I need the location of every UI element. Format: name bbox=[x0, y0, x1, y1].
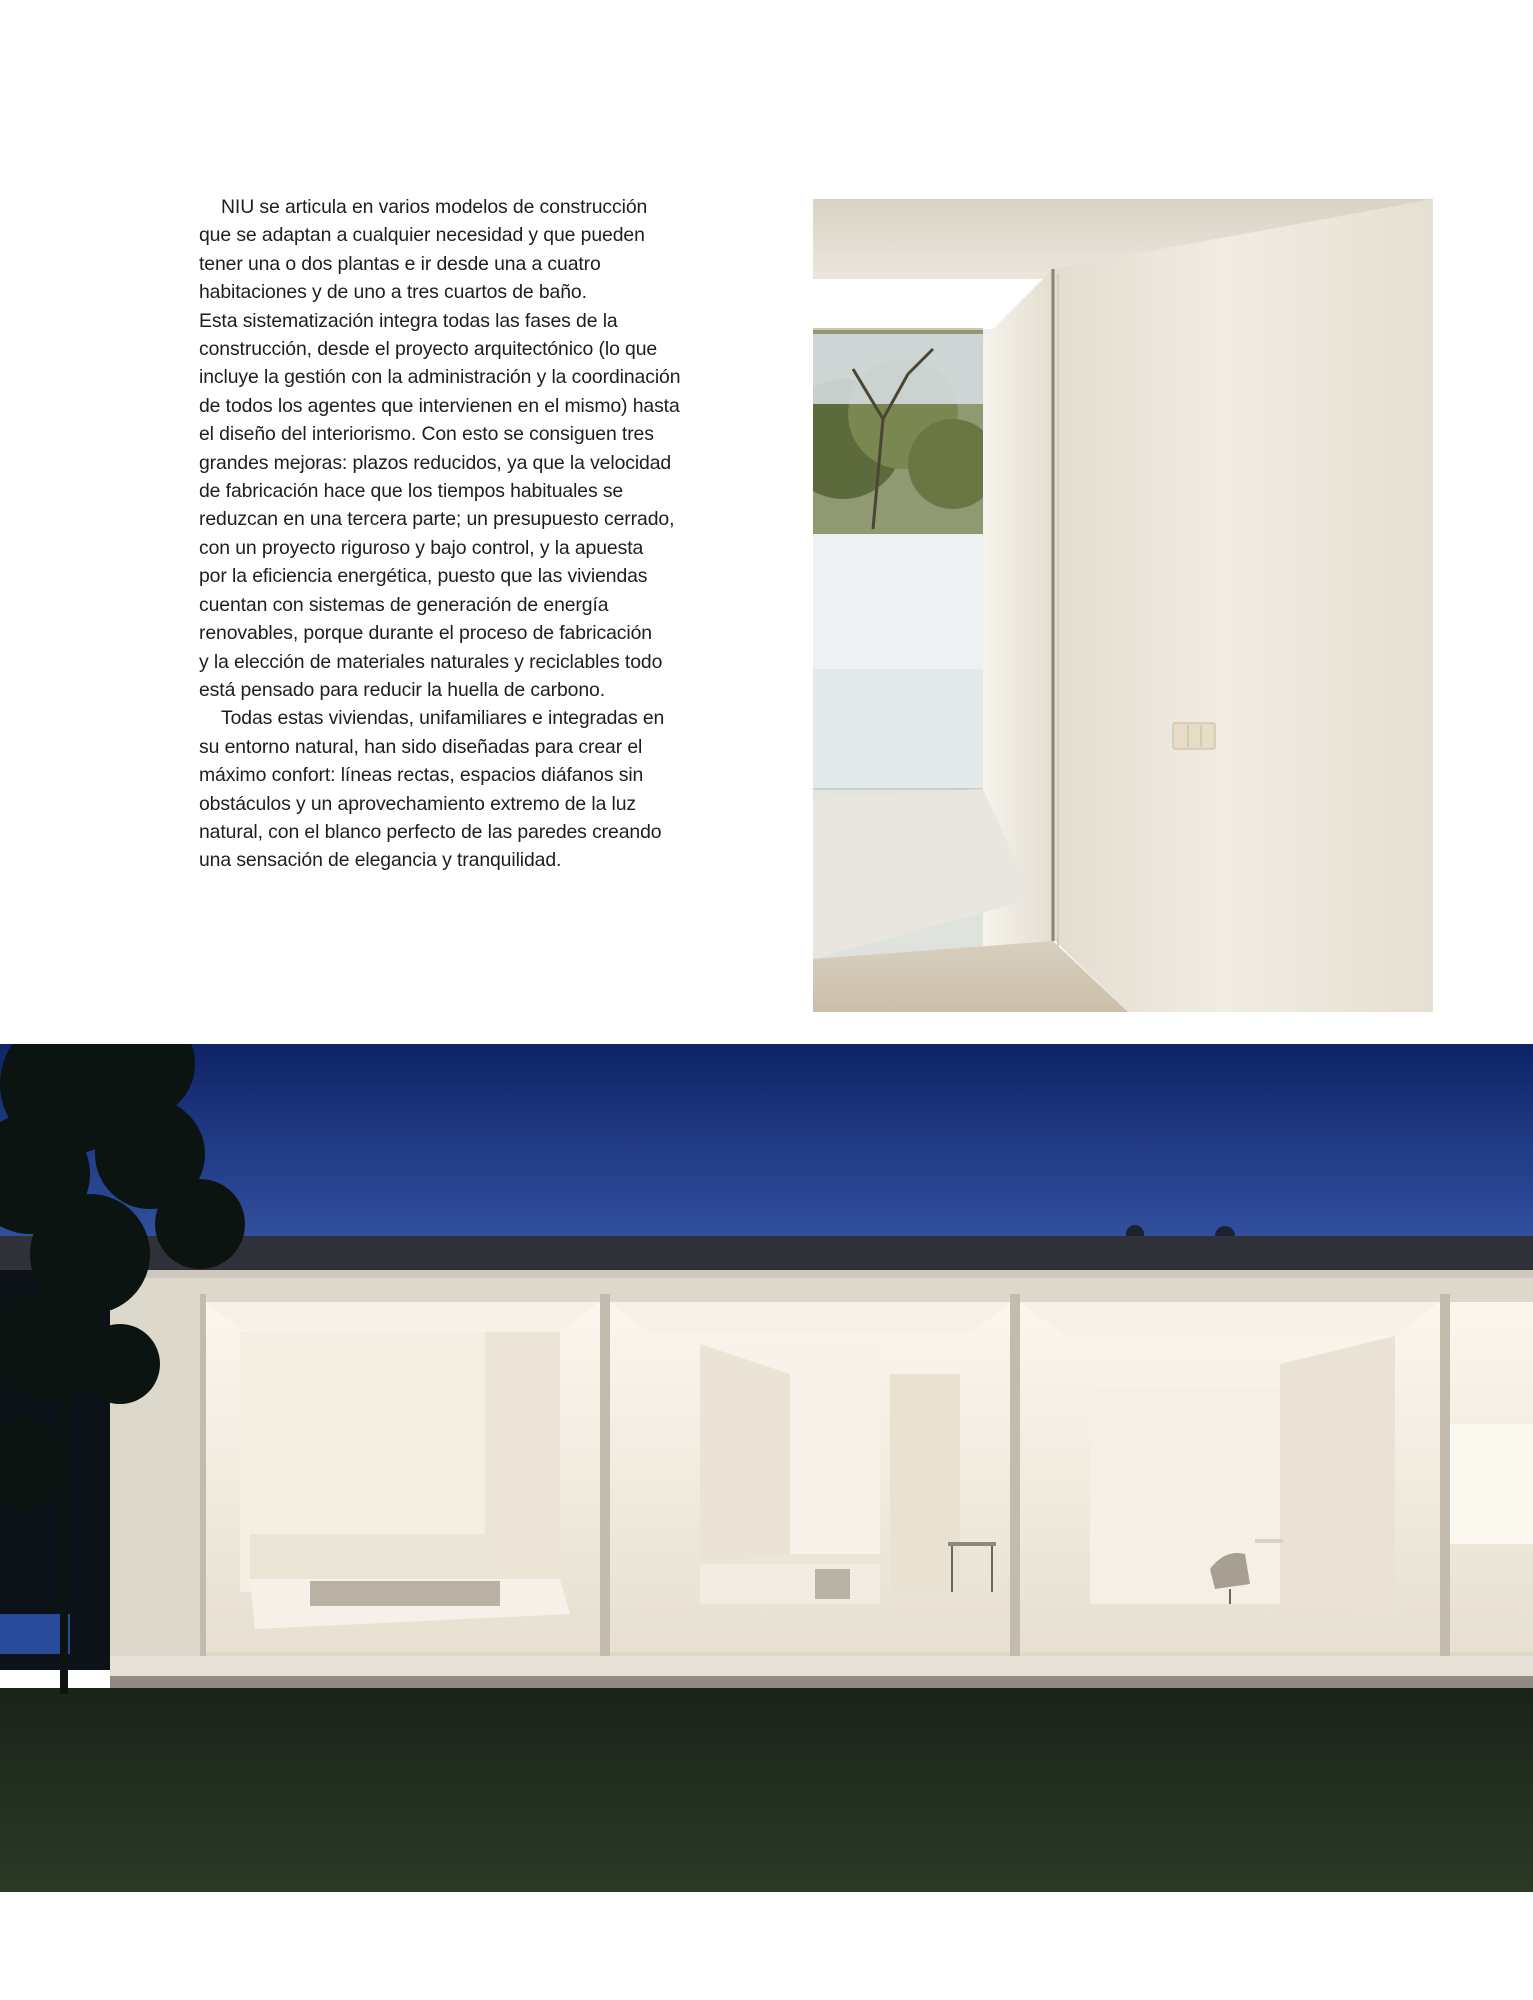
article-line: NIU se articula en varios modelos de construcción bbox=[221, 196, 648, 218]
article-line: habitaciones y de uno a tres cuartos de baño. bbox=[199, 281, 587, 304]
article-line: incluye la gestión con la administración y la coordinación bbox=[199, 366, 681, 389]
article-line: con un proyecto riguroso y bajo control, y la apuesta bbox=[199, 536, 644, 559]
article-line: y la elección de materiales naturales y reciclables todo bbox=[199, 650, 663, 673]
article-line: natural, con el blanco perfecto de las paredes creando bbox=[199, 820, 662, 843]
article-line: una sensación de elegancia y tranquilidad. bbox=[199, 849, 562, 872]
article-line: que se adaptan a cualquier necesidad y que pueden bbox=[199, 224, 645, 247]
article-line: su entorno natural, han sido diseñadas para crear el bbox=[199, 735, 643, 758]
interior-window-photo bbox=[813, 199, 1433, 1012]
article-line: está pensado para reducir la huella de carbono. bbox=[199, 678, 606, 701]
article-line: renovables, porque durante el proceso de fabricación bbox=[199, 622, 652, 645]
article-line: Todas estas viviendas, unifamiliares e integradas en bbox=[221, 707, 665, 730]
article-line: de fabricación hace que los tiempos habituales se bbox=[199, 480, 624, 503]
article-line: reduzcan en una tercera parte; un presupuesto cerrado, bbox=[199, 508, 675, 531]
article-line: el diseño del interiorismo. Con esto se consiguen tres bbox=[199, 423, 654, 446]
article-line: construcción, desde el proyecto arquitectónico (lo que bbox=[199, 338, 658, 361]
article-line: tener una o dos plantas e ir desde una a cuatro bbox=[199, 252, 601, 275]
article-line: de todos los agentes que intervienen en el mismo) hasta bbox=[199, 394, 680, 417]
article-line: grandes mejoras: plazos reducidos, ya que la velocidad bbox=[199, 451, 672, 474]
article-line: cuentan con sistemas de generación de energía bbox=[199, 593, 609, 616]
house-dusk-photo bbox=[0, 1044, 1533, 1892]
article-body bbox=[199, 193, 729, 875]
article-line: obstáculos y un aprovechamiento extremo de la luz bbox=[199, 792, 637, 815]
article-line: máximo confort: líneas rectas, espacios diáfanos sin bbox=[199, 764, 644, 787]
article-line: Esta sistematización integra todas las fases de la bbox=[199, 309, 618, 332]
article-line: por la eficiencia energética, puesto que las viviendas bbox=[199, 565, 648, 588]
